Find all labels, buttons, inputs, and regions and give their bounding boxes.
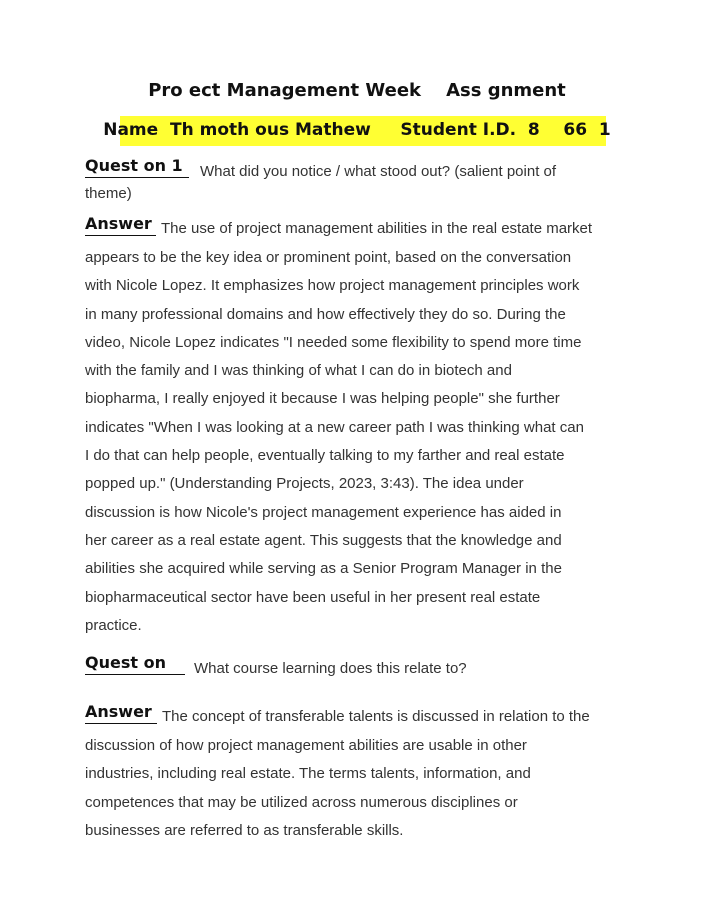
answer-1-body [85, 244, 645, 640]
document-title: Pro ect Management Week Ass gnment [148, 80, 566, 101]
student-name-line: Name Th moth ous Mathew Student I.D. 8 66 1 [103, 120, 611, 140]
question-1-label: Quest on 1 [85, 156, 189, 178]
answer-2-first-line: The concept of transferable talents is discussed in relation to the [162, 708, 590, 725]
question-1-text-continued: theme) [85, 185, 132, 202]
question-1-text: What did you notice / what stood out? (salient point of [200, 163, 557, 180]
text-line: discussion is how Nicole's project management experience has aided in [85, 503, 562, 521]
text-line: indicates "When I was looking at a new career path I was thinking what can [85, 418, 584, 436]
question-2-text: What course learning does this relate to? [194, 660, 467, 677]
text-line: businesses are referred to as transferable skills. [85, 821, 404, 839]
text-line: biopharmaceutical sector have been useful in her present real estate [85, 588, 541, 606]
text-line: abilities she acquired while serving as a Senior Program Manager in the [85, 560, 562, 578]
text-line: competences that may be utilized across numerous disciplines or [85, 793, 518, 811]
text-line: with Nicole Lopez. It emphasizes how project management principles work [85, 277, 580, 295]
text-line: practice. [85, 616, 142, 634]
text-line: with the family and I was thinking of what I can do in biotech and [85, 362, 512, 380]
answer-2-label: Answer [85, 702, 157, 724]
text-line: I do that can help people, eventually talking to my farther and real estate [85, 447, 565, 465]
answer-1-first-line: The use of project management abilities in the real estate market [161, 220, 593, 237]
answer-1-label: Answer [85, 214, 156, 236]
text-line: in many professional domains and how effectively they do so. During the [85, 305, 566, 323]
text-line: industries, including real estate. The terms talents, information, and [85, 765, 531, 783]
question-2-label: Quest on [85, 653, 185, 675]
text-line: appears to be the key idea or prominent point, based on the conversation [85, 249, 572, 266]
text-line: biopharma, I really enjoyed it because I was helping people" she further [85, 390, 560, 408]
text-line: her career as a real estate agent. This suggests that the knowledge and [85, 531, 562, 549]
text-line: video, Nicole Lopez indicates "I needed some flexibility to spend more time [85, 333, 582, 351]
answer-2-body [85, 732, 645, 845]
text-line: popped up." (Understanding Projects, 2023, 3:43). The idea under [85, 475, 524, 493]
text-line: discussion of how project management abilities are usable in other [85, 737, 527, 754]
